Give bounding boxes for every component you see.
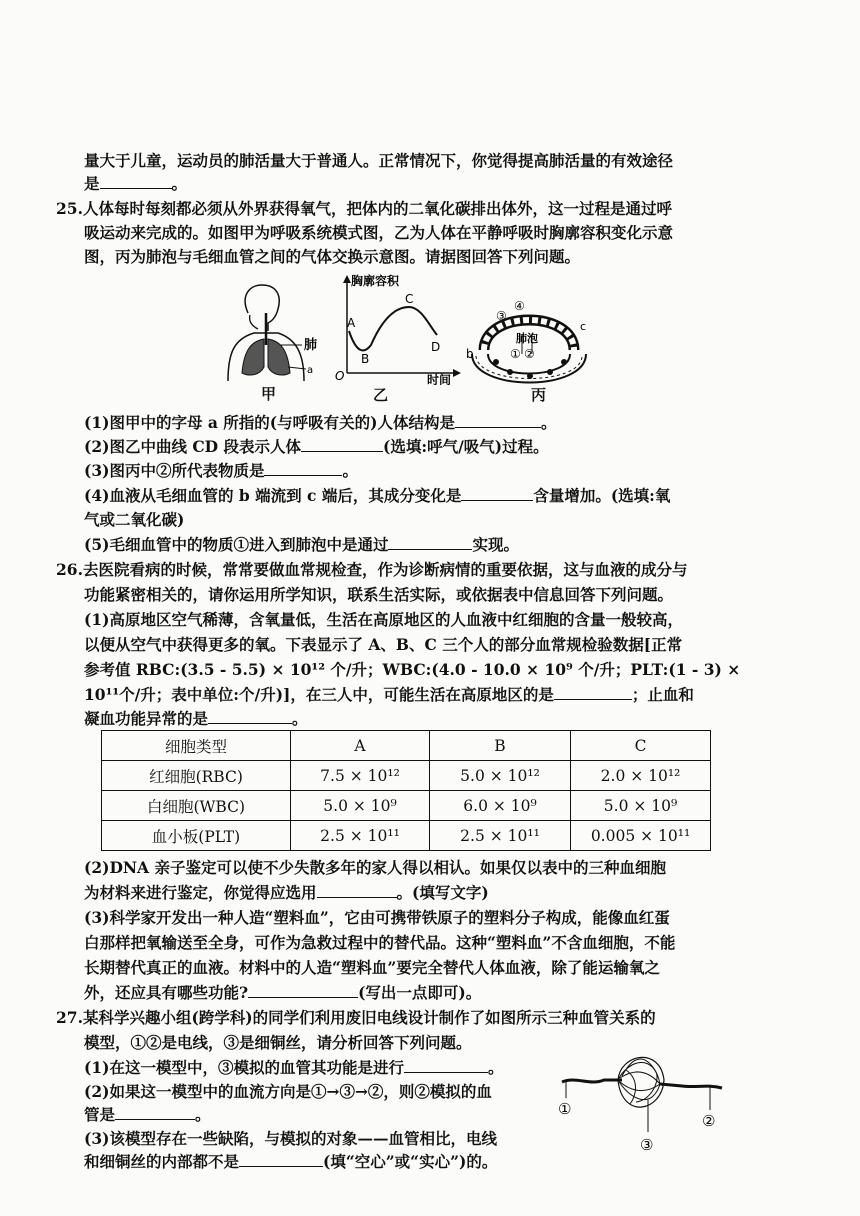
figure-bing-c-label: c — [580, 320, 587, 333]
figure-yi-yaxis-label: 胸廓容积 — [351, 274, 400, 288]
top-line-2-text: 是 — [84, 174, 100, 193]
answer-blank[interactable] — [100, 174, 172, 189]
q25-number: 25. — [56, 199, 83, 218]
figure-jia-lung-label: 肺 — [304, 338, 318, 353]
table-header-cell: 细胞类型 — [102, 731, 291, 761]
q27-stem-2: 模型，①②是电线，③是细铜丝，请分析回答下列问题。 — [84, 1033, 472, 1052]
q27-part-3-line-2-text: 和细铜丝的内部都不是 — [84, 1152, 240, 1171]
q26-stem-1-text: 去医院看病的时候，常常要做血常规检查，作为诊断病情的重要依据，这与血液的成分与 — [82, 560, 688, 579]
q25-part-5-end: 实现。 — [472, 535, 519, 554]
q25-part-5 — [84, 534, 519, 556]
q26-part-1-line-5 — [84, 708, 308, 730]
q25-part-4 — [84, 485, 670, 507]
q27-part-2-line-2-end: 。 — [195, 1105, 211, 1124]
q25-part-5-text: (5)毛细血管中的物质①进入到肺泡中是通过 — [84, 535, 389, 554]
table-row — [102, 791, 711, 821]
q27-part-1 — [84, 1057, 503, 1079]
table-cell: 5.0 × 10⁹ — [571, 791, 711, 821]
answer-blank[interactable] — [455, 413, 541, 428]
q26-part-3-line-4 — [84, 982, 481, 1004]
q26-part-1-line-2: 以便从空气中获得更多的氧。下表显示了 A、B、C 三个人的部分血常规检验数据[正常 — [84, 635, 683, 654]
figure-wire-marker-3: ③ — [640, 1136, 654, 1154]
table-header-cell: B — [430, 731, 571, 761]
table-cell: 6.0 × 10⁹ — [430, 791, 571, 821]
q26-stem-1 — [56, 559, 687, 581]
table-cell: 2.0 × 10¹² — [571, 761, 711, 791]
figure-yi-caption: 乙 — [373, 386, 389, 404]
q27-part-3-line-2-end: (填“空心”或“实心”)的。 — [323, 1152, 498, 1171]
figure-bing-marker-3: ③ — [496, 309, 507, 323]
figure-yi-point-c: C — [405, 292, 414, 306]
q26-part-3-line-1: (3)科学家开发出一种人造“塑料血”，它由可携带铁原子的塑料分子构成，能像血红蛋 — [84, 908, 670, 927]
q25-part-1 — [84, 412, 556, 434]
table-cell: 7.5 × 10¹² — [291, 761, 430, 791]
q26-part-1-line-4-end: ；止血和 — [631, 685, 694, 704]
q26-part-2-line-2-text: 为材料来进行鉴定，你觉得应选用 — [84, 883, 317, 902]
q26-part-2-line-2-end: 。(填写文字) — [396, 883, 489, 902]
table-cell: 2.5 × 10¹¹ — [430, 821, 571, 851]
q25-part-3 — [84, 460, 358, 482]
answer-blank[interactable] — [461, 486, 533, 501]
figure-jia-a-label: a — [307, 365, 314, 376]
q27-stem-1 — [56, 1007, 656, 1029]
answer-blank[interactable] — [554, 685, 632, 700]
answer-blank[interactable] — [264, 461, 342, 476]
figure-jia-caption: 甲 — [261, 385, 277, 403]
q26-part-3-line-3: 长期替代真正的血液。材料中的人造“塑料血”要完全替代人体血液，除了能运输氧之 — [84, 958, 660, 977]
answer-blank[interactable] — [208, 709, 292, 724]
table-row — [102, 821, 711, 851]
q26-part-1-line-4-text: 10¹¹个/升；表中单位:个/升)]，在三人中，可能生活在高原地区的是 — [84, 685, 554, 704]
answer-blank[interactable] — [248, 983, 358, 998]
q26-part-1-line-1: (1)高原地区空气稀薄，含氧量低，生活在高原地区的人血液中红细胞的含量一般较高， — [84, 610, 683, 629]
q27-part-2-line-2-text: 管是 — [84, 1105, 116, 1124]
q27-part-1-text: (1)在这一模型中，③模拟的血管其功能是进行 — [84, 1058, 404, 1077]
table-cell: 血小板(PLT) — [102, 821, 291, 851]
q25-part-4-cont: 气或二氧化碳) — [84, 510, 185, 529]
q25-part-3-text: (3)图丙中②所代表物质是 — [84, 461, 265, 480]
table-cell: 5.0 × 10¹² — [430, 761, 571, 791]
q27-part-1-end: 。 — [487, 1058, 504, 1077]
q25-part-2-end: (选填:呼气/吸气)过程。 — [383, 437, 549, 456]
q26-part-3-line-2: 白那样把氧输送至全身，可作为急救过程中的替代品。这种“塑料血”不含血细胞，不能 — [84, 933, 676, 952]
figure-yi-origin: O — [335, 369, 345, 383]
q27-number: 27. — [56, 1008, 83, 1027]
q25-stem-1 — [56, 198, 672, 220]
q26-number: 26. — [56, 560, 83, 579]
table-cell: 2.5 × 10¹¹ — [291, 821, 430, 851]
figure-bing-b-label: b — [466, 347, 474, 361]
figure-yi-xaxis-label: 时间 — [427, 373, 452, 385]
q25-part-4-mid: 含量增加。(选填:氧 — [533, 486, 671, 505]
top-line-2 — [84, 173, 187, 195]
answer-blank[interactable] — [388, 535, 472, 550]
figure-bing-marker-1: ① — [510, 347, 521, 361]
figure-bing-marker-2: ② — [524, 347, 535, 361]
q25-part-3-end: 。 — [342, 461, 358, 480]
q27-part-3-line-2 — [84, 1151, 497, 1173]
q26-part-2-line-1: (2)DNA 亲子鉴定可以使不少失散多年的家人得以相认。如果仅以表中的三种血细胞 — [84, 858, 666, 877]
table-cell: 5.0 × 10⁹ — [291, 791, 430, 821]
top-line-2-end: 。 — [171, 174, 188, 193]
figure-yi-chest-volume-curve — [333, 273, 463, 385]
figure-bing-alveolus-capillary — [466, 296, 592, 384]
q27-part-3-line-1: (3)该模型存在一些缺陷，与模拟的对象——血管相比，电线 — [84, 1129, 497, 1148]
q26-part-3-line-4-end: (写出一点即可)。 — [358, 983, 482, 1002]
q27-part-2-line-2 — [84, 1104, 211, 1126]
q26-part-1-line-3: 参考值 RBC:(3.5 - 5.5) × 10¹² 个/升；WBC:(4.0 - 10.0 × 10⁹ 个/升；PLT:(1 - 3) × — [84, 660, 741, 679]
top-line-1: 量大于儿童，运动员的肺活量大于普通人。正常情况下，你觉得提高肺活量的有效途径 — [84, 151, 674, 170]
answer-blank[interactable] — [115, 1105, 195, 1120]
q26-part-1-line-4 — [84, 684, 694, 706]
answer-blank[interactable] — [317, 883, 397, 898]
q26-part-2-line-2 — [84, 882, 489, 904]
answer-blank[interactable] — [239, 1152, 323, 1167]
blood-test-table — [101, 730, 711, 851]
figure-yi-point-d: D — [431, 340, 441, 354]
q26-stem-2: 功能紧密相关的，请你运用所学知识，联系生活实际，或依据表中信息回答下列问题。 — [84, 585, 674, 604]
figure-wire-marker-2: ② — [702, 1112, 716, 1130]
q26-part-1-line-5-text: 凝血功能异常的是 — [84, 709, 209, 728]
q27-part-2-line-1: (2)如果这一模型中的血流方向是①→③→②，则②模拟的血 — [84, 1082, 492, 1101]
table-cell: 白细胞(WBC) — [102, 791, 291, 821]
q25-part-1-text: (1)图甲中的字母 a 所指的(与呼吸有关的)人体结构是 — [84, 413, 455, 432]
table-cell: 红细胞(RBC) — [102, 761, 291, 791]
q25-stem-2: 吸运动来完成的。如图甲为呼吸系统模式图，乙为人体在平静呼吸时胸廓容积变化示意 — [84, 223, 674, 242]
figure-wire-vessel-model — [556, 1040, 728, 1160]
q25-part-2 — [84, 436, 549, 458]
table-row — [102, 761, 711, 791]
q25-stem-1-text: 人体每时每刻都必须从外界获得氧气，把体内的二氧化碳排出体外，这一过程是通过呼 — [82, 199, 672, 218]
figure-bing-caption: 丙 — [531, 386, 547, 404]
figure-wire-marker-1: ① — [558, 1100, 572, 1118]
table-header-cell: A — [291, 731, 430, 761]
q26-part-1-line-5-end: 。 — [292, 709, 308, 728]
answer-blank[interactable] — [404, 1058, 488, 1073]
table-header-cell: C — [571, 731, 711, 761]
figure-yi-point-a: A — [347, 316, 356, 330]
figure-bing-marker-4: ④ — [514, 299, 525, 313]
q25-stem-3: 图，丙为肺泡与毛细血管之间的气体交换示意图。请据图回答下列问题。 — [84, 247, 581, 266]
q25-part-2-text: (2)图乙中曲线 CD 段表示人体 — [84, 437, 302, 456]
q27-stem-1-text: 某科学兴趣小组(跨学科)的同学们利用废旧电线设计制作了如图所示三种血管关系的 — [82, 1008, 656, 1027]
q25-part-4-text: (4)血液从毛细血管的 b 端流到 c 端后，其成分变化是 — [84, 486, 462, 505]
figure-bing-alveolus-label: 肺泡 — [516, 332, 538, 345]
table-header-row — [102, 731, 711, 761]
q25-part-1-end: 。 — [540, 413, 557, 432]
figure-yi-point-b: B — [361, 352, 370, 366]
answer-blank[interactable] — [301, 437, 383, 452]
table-cell: 0.005 × 10¹¹ — [571, 821, 711, 851]
q26-part-3-line-4-text: 外，还应具有哪些功能? — [84, 983, 249, 1002]
figure-jia-respiratory-system — [220, 283, 320, 383]
